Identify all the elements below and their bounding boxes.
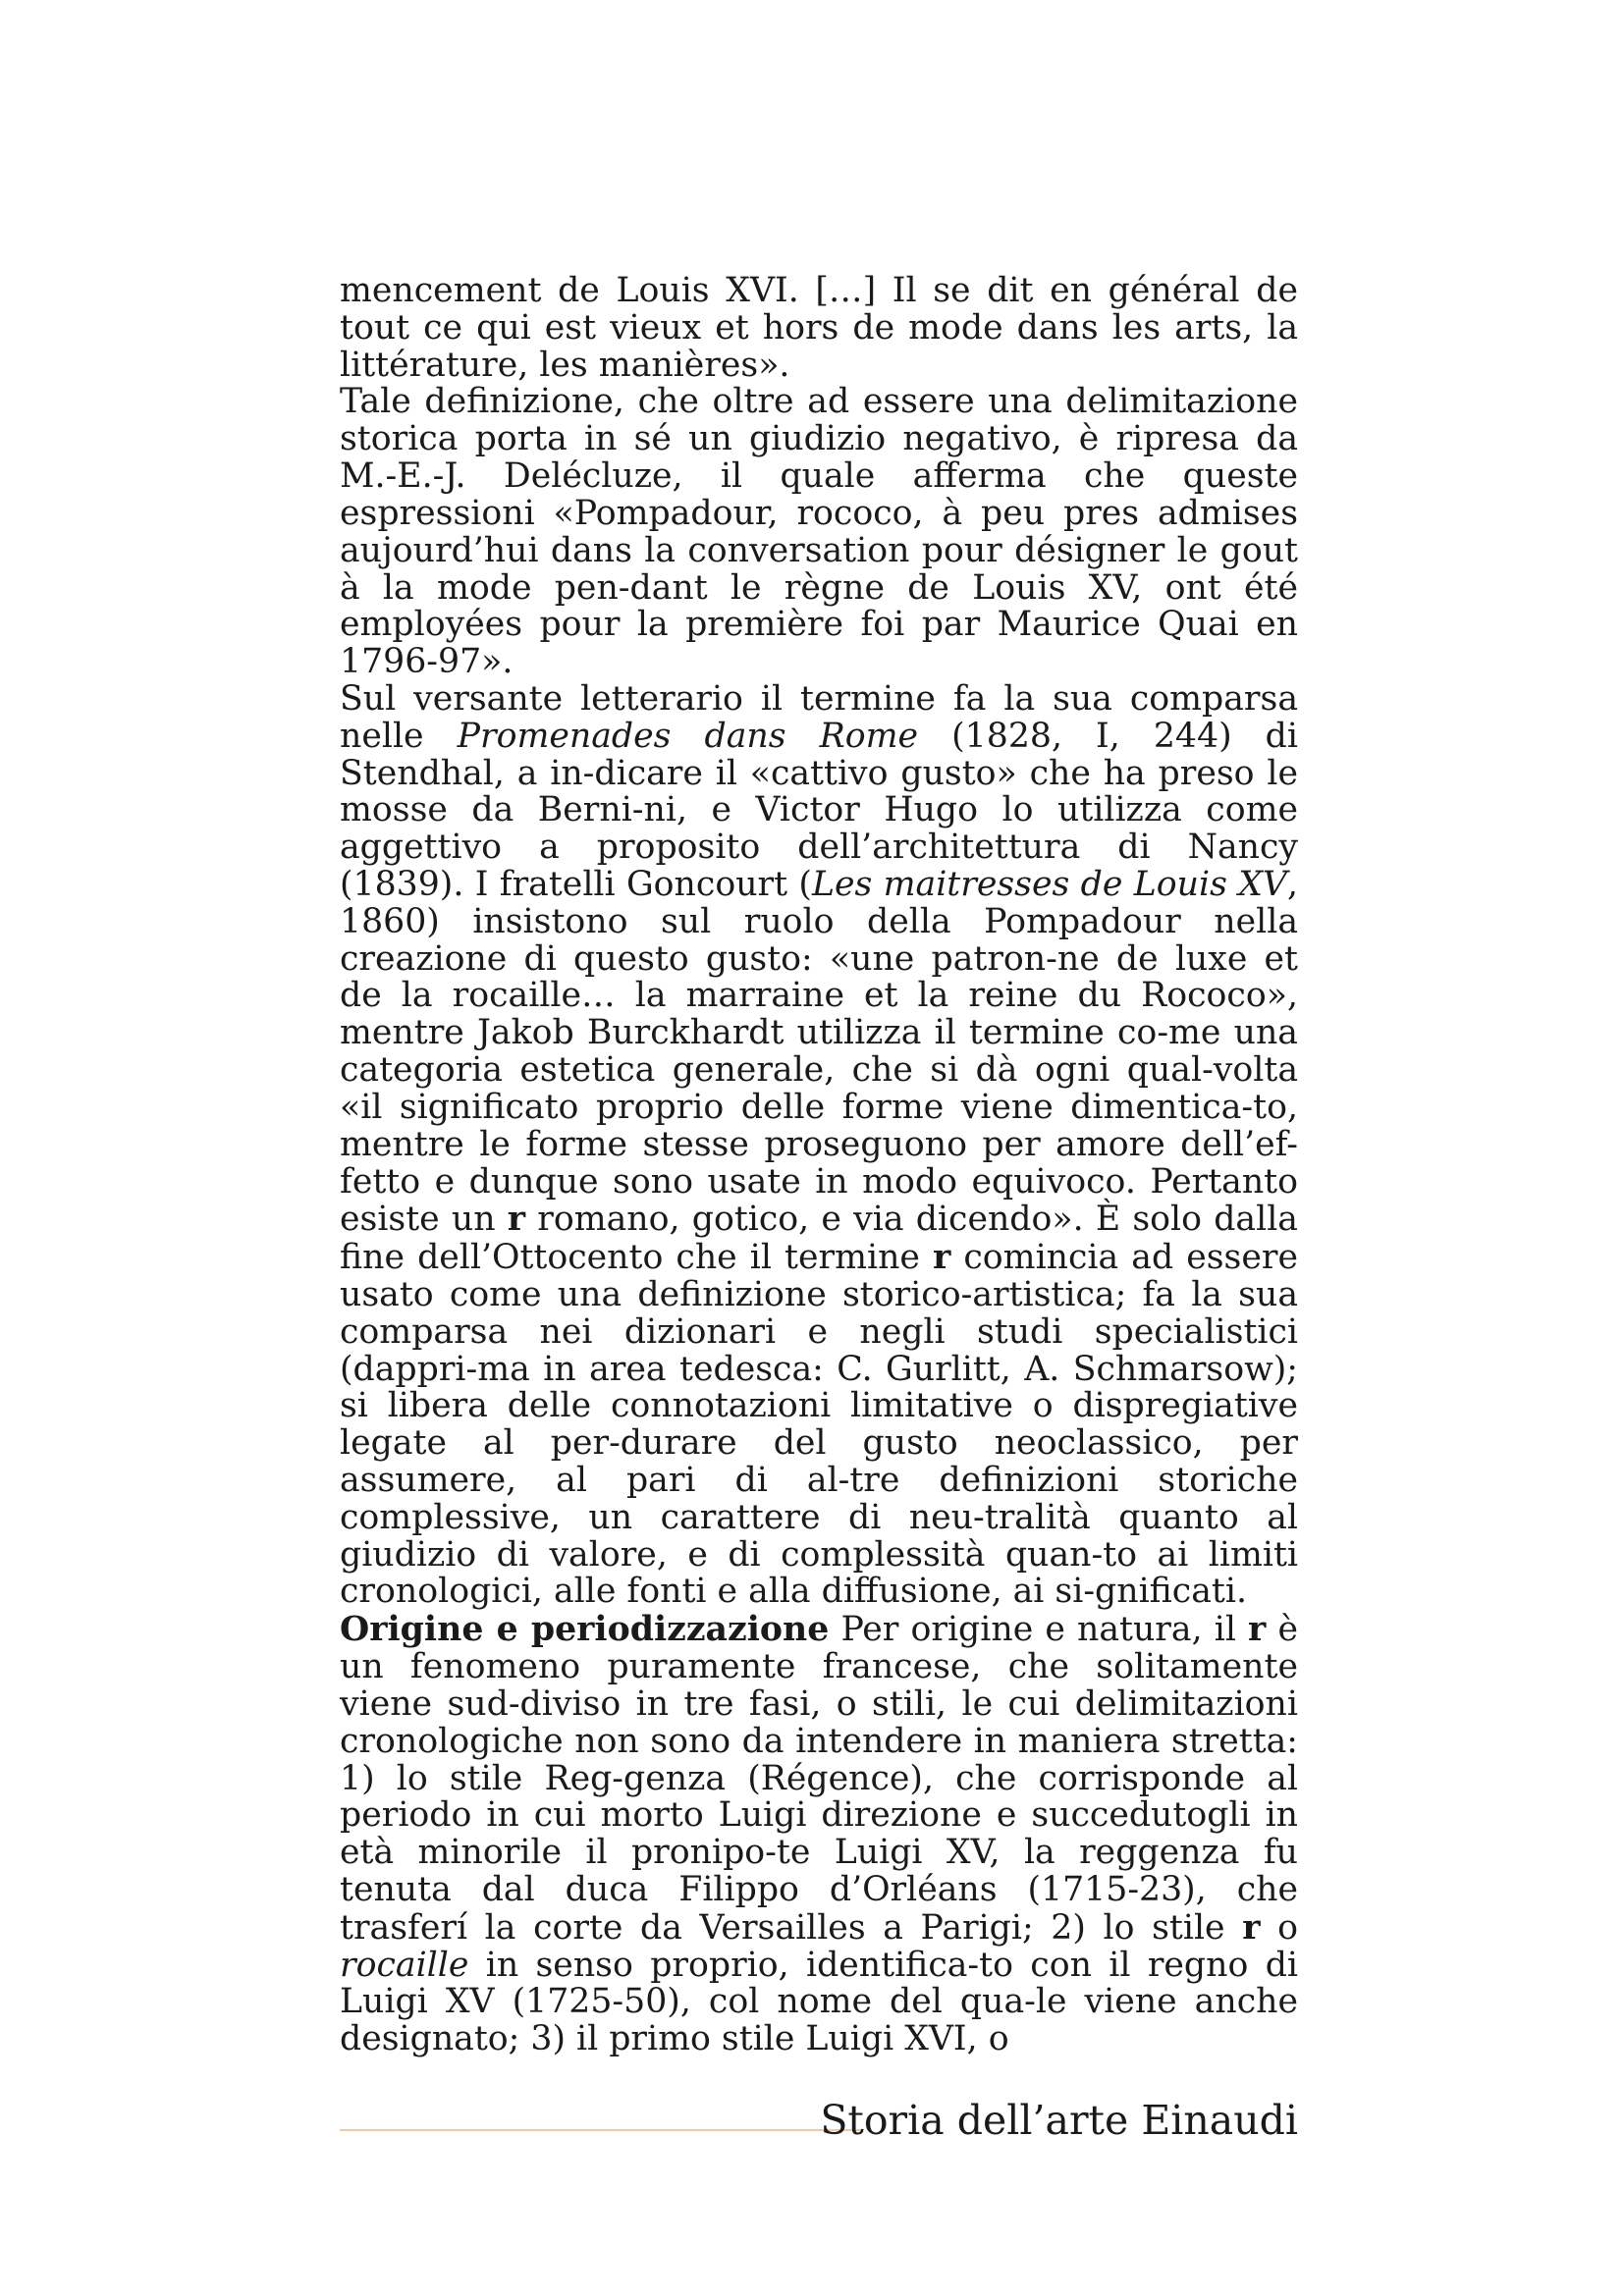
bold-text: Origine e periodizzazione — [340, 1609, 830, 1650]
bold-text: r — [507, 1199, 526, 1240]
text-run: o — [1260, 1907, 1298, 1948]
text-run: , 1860) insistono sul ruolo della Pompadour nella creazione di questo gusto: «une patron-ne de luxe et de la rocaille… la marraine et la reine du Rococo», mentre Jakob Burckhardt utilizza il termine co-me una categoria estetica generale, che si dà ogni qual-volta «il significato proprio delle forme viene dimentica-to, mentre le forme stesse proseguono per amore dell’ef-fetto e dunque sono usate in modo equivoco. Pertanto esiste un — [340, 865, 1298, 1240]
footer-rule — [340, 2129, 860, 2131]
text-run: in senso proprio, identifica-to con il regno di Luigi XV (1725-50), col nome del qua-le viene anche designato; 3) il primo stile Luigi XVI, o — [340, 1945, 1298, 2059]
bold-text: r — [1248, 1609, 1267, 1650]
text-run: è un fenomeno puramente francese, che solitamente viene sud-diviso in tre fasi, o stili, le cui delimitazioni cronologiche non sono da intendere in maniera stretta: 1) lo stile Reg-genza (Régence), che corrisponde al periodo in cui morto Luigi direzione e succedutogli in età minorile il pronipo-te Luigi XV, la reggenza fu tenuta dal duca Filippo d’Orléans (1715-23), che trasferí la corte da Versailles a Parigi; 2) lo stile — [340, 1610, 1298, 1948]
paragraph — [340, 678, 1298, 1612]
text-run: romano, gotico, e via dicendo». È solo dalla fine dell’Ottocento che il termine — [340, 1200, 1298, 1278]
italic-text: rocaille — [340, 1945, 469, 1985]
italic-text: Les maitresses de Louis XV — [811, 865, 1287, 904]
text-run: mencement de Louis XVI. […] Il se dit en général de tout ce qui est vieux et hors de mode dans les arts, la littérature, les manières». — [340, 271, 1298, 385]
footer-title: Storia dell’arte Einaudi — [820, 2097, 1298, 2144]
bold-text: r — [1242, 1906, 1261, 1948]
text-run: Tale definizione, che oltre ad essere una delimitazione storica porta in sé un giudizio negativo, è ripresa da M.-E.-J. Delécluze, il quale afferma che queste espressioni «Pompadour, rococo, à peu pres admises aujourd’hui dans la conversation pour désigner le gout à la mode pen-dant le règne de Louis XV, ont été employées pour la première foi par Maurice Quai en 1796-97». — [340, 382, 1298, 682]
text-run: comincia ad essere usato come una definizione storico-artistica; fa la sua comparsa nei dizionari e negli studi specialistici (dappri-ma in area tedesca: C. Gurlitt, A. Schmarsow); si libera delle connotazioni limitative o dispregiative legate al per-durare del gusto neoclassico, per assumere, al pari di al-tre definizioni storiche complessive, un carattere di neu-tralità quanto al giudizio di valore, e di complessità quan-to ai limiti cronologici, alle fonti e alla diffusione, ai si-gnificati. — [340, 1238, 1298, 1612]
page-footer — [340, 2096, 1298, 2155]
paragraph — [340, 384, 1298, 681]
paragraph — [340, 273, 1298, 384]
text-run: Per origine e natura, il — [829, 1610, 1249, 1650]
italic-text: Promenades dans Rome — [457, 716, 919, 756]
body-text — [340, 273, 1298, 2058]
text-run: Sul versante letterario il termine fa la sua comparsa nelle — [340, 678, 1298, 756]
text-run: (1828, I, 244) di Stendhal, a in-dicare il «cattivo gusto» che ha preso le mosse da Berni-ni, e Victor Hugo lo utilizza come aggettivo a proposito dell’architettura di Nancy (1839). I fratelli Goncourt ( — [340, 716, 1298, 904]
bold-text: r — [933, 1237, 951, 1278]
paragraph — [340, 1611, 1298, 2058]
